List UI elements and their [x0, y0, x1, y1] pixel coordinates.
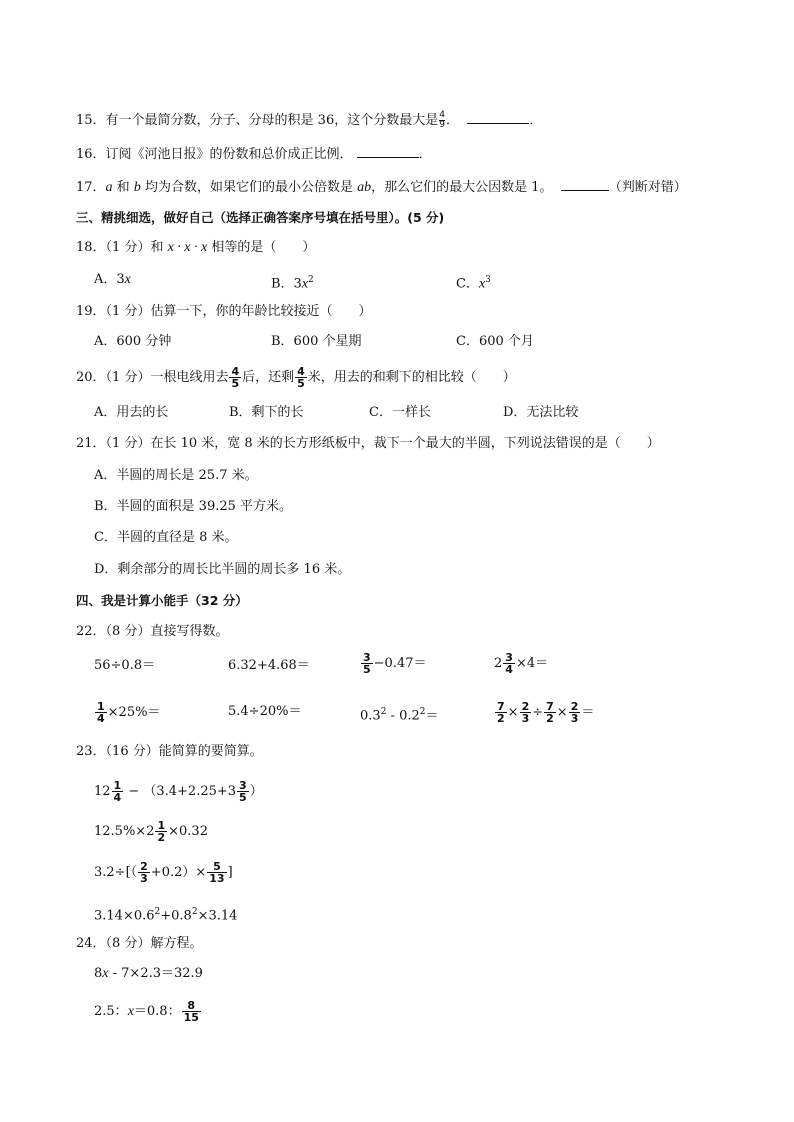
q22-expr-6: 5.4÷20%＝: [228, 704, 302, 719]
question-24: 24．（8 分）解方程。: [76, 936, 203, 951]
q21-option-c[interactable]: C．半圆的直径是 8 米。: [94, 530, 238, 545]
q20-option-d[interactable]: D．无法比较: [503, 405, 579, 420]
q22-expr-3: $\frac{3}{5}$ −0.47＝: [363, 651, 427, 676]
q15-fraction: $\frac{4}{9}$: [439, 110, 445, 130]
q23-expr-4: $3.14\times 0.6^2+0.8^2\times 3.14$: [94, 907, 238, 924]
section-3-heading: 三、精挑细选，做好自己（选择正确答案序号填在括号里）。(5 分): [76, 210, 445, 225]
question-17: 17．a 和 b 均为合数，如果它们的最小公倍数是 ab，那么它们的最大公因数是 1。 （判断对错）: [76, 180, 687, 195]
q22-expr-7: $0.3^2 - 0.2^2=$: [360, 707, 439, 724]
q16-answer-blank[interactable]: [357, 145, 419, 158]
q23-expr-1: 12 $\frac{1}{4}$ − （3.4+2.25+3 $\frac{3}{5}$ ）: [94, 779, 263, 804]
q19-option-a[interactable]: A．600 分钟: [94, 334, 172, 349]
question-22: 22．（8 分）直接写得数。: [76, 624, 229, 639]
q23-expr-3: 3.2÷[（ $\frac{2}{3}$ +0.2）× $\frac{5}{13}$ ]: [94, 860, 233, 885]
question-15: 15．有一个最简分数，分子、分母的积是 36，这个分数最大是 $\frac{4}{9}$ ． ．: [76, 110, 543, 130]
q24-equation-2: 2.5：x＝0.8： $\frac{8}{15}$: [94, 999, 199, 1024]
q18-option-a[interactable]: A．3x: [94, 272, 131, 287]
q21-option-d[interactable]: D．剩余部分的周长比半圆的周长多 16 米。: [94, 562, 351, 577]
q19-option-c[interactable]: C．600 个月: [456, 334, 534, 349]
q21-option-a[interactable]: A．半圆的周长是 25.7 米。: [94, 468, 258, 483]
q23-expr-2: 12.5%×2 $\frac{1}{2}$ ×0.32: [94, 819, 208, 844]
q18-option-c[interactable]: C．$x^3$: [456, 275, 491, 292]
q15-answer-blank[interactable]: [467, 111, 529, 124]
q19-option-b[interactable]: B．600 个星期: [271, 334, 362, 349]
q24-equation-1: 8x - 7×2.3＝32.9: [94, 966, 203, 981]
q22-expr-2: 6.32+4.68＝: [228, 658, 310, 673]
q17-answer-blank[interactable]: [561, 178, 609, 191]
q18-option-b[interactable]: B．$3x^2$: [271, 275, 314, 292]
q16-text: 16．订阅《河池日报》的份数和总价成正比例．: [76, 147, 353, 162]
q22-expr-5: $\frac{1}{4}$ ×25%＝: [97, 700, 161, 725]
q22-expr-1: 56÷0.8＝: [94, 658, 156, 673]
q22-expr-8: $\frac{7}{2}$ × $\frac{2}{3}$ ÷ $\frac{7}{2}$ × $\frac{2}{3}$ ＝: [497, 700, 595, 725]
question-20: 20．（1 分）一根电线用去 $\frac{4}{5}$ 后，还剩 $\frac{4}{5}$ 米，用去的和剩下的相比较（ ）: [76, 365, 516, 390]
q21-option-b[interactable]: B．半圆的面积是 39.25 平方米。: [94, 499, 293, 514]
q20-option-b[interactable]: B．剩下的长: [229, 405, 304, 420]
question-18: 18．（1 分）和 x · x · x 相等的是（ ）: [76, 240, 316, 255]
section-4-heading: 四、我是计算小能手（32 分）: [76, 593, 248, 608]
q15-text: 15．有一个最简分数，分子、分母的积是 36，这个分数最大是: [76, 113, 439, 128]
question-19: 19．（1 分）估算一下，你的年龄比较接近（ ）: [76, 304, 372, 319]
question-21: 21．（1 分）在长 10 米，宽 8 米的长方形纸板中，裁下一个最大的半圆，下列说法错误的是（ ）: [76, 436, 660, 451]
q20-option-a[interactable]: A．用去的长: [94, 405, 169, 420]
question-16: 16．订阅《河池日报》的份数和总价成正比例． ．: [76, 147, 432, 162]
q20-option-c[interactable]: C．一样长: [369, 405, 431, 420]
q22-expr-4: 2 $\frac{3}{4}$ ×4＝: [494, 651, 549, 676]
question-23: 23．（16 分）能简算的要简算。: [76, 744, 263, 759]
